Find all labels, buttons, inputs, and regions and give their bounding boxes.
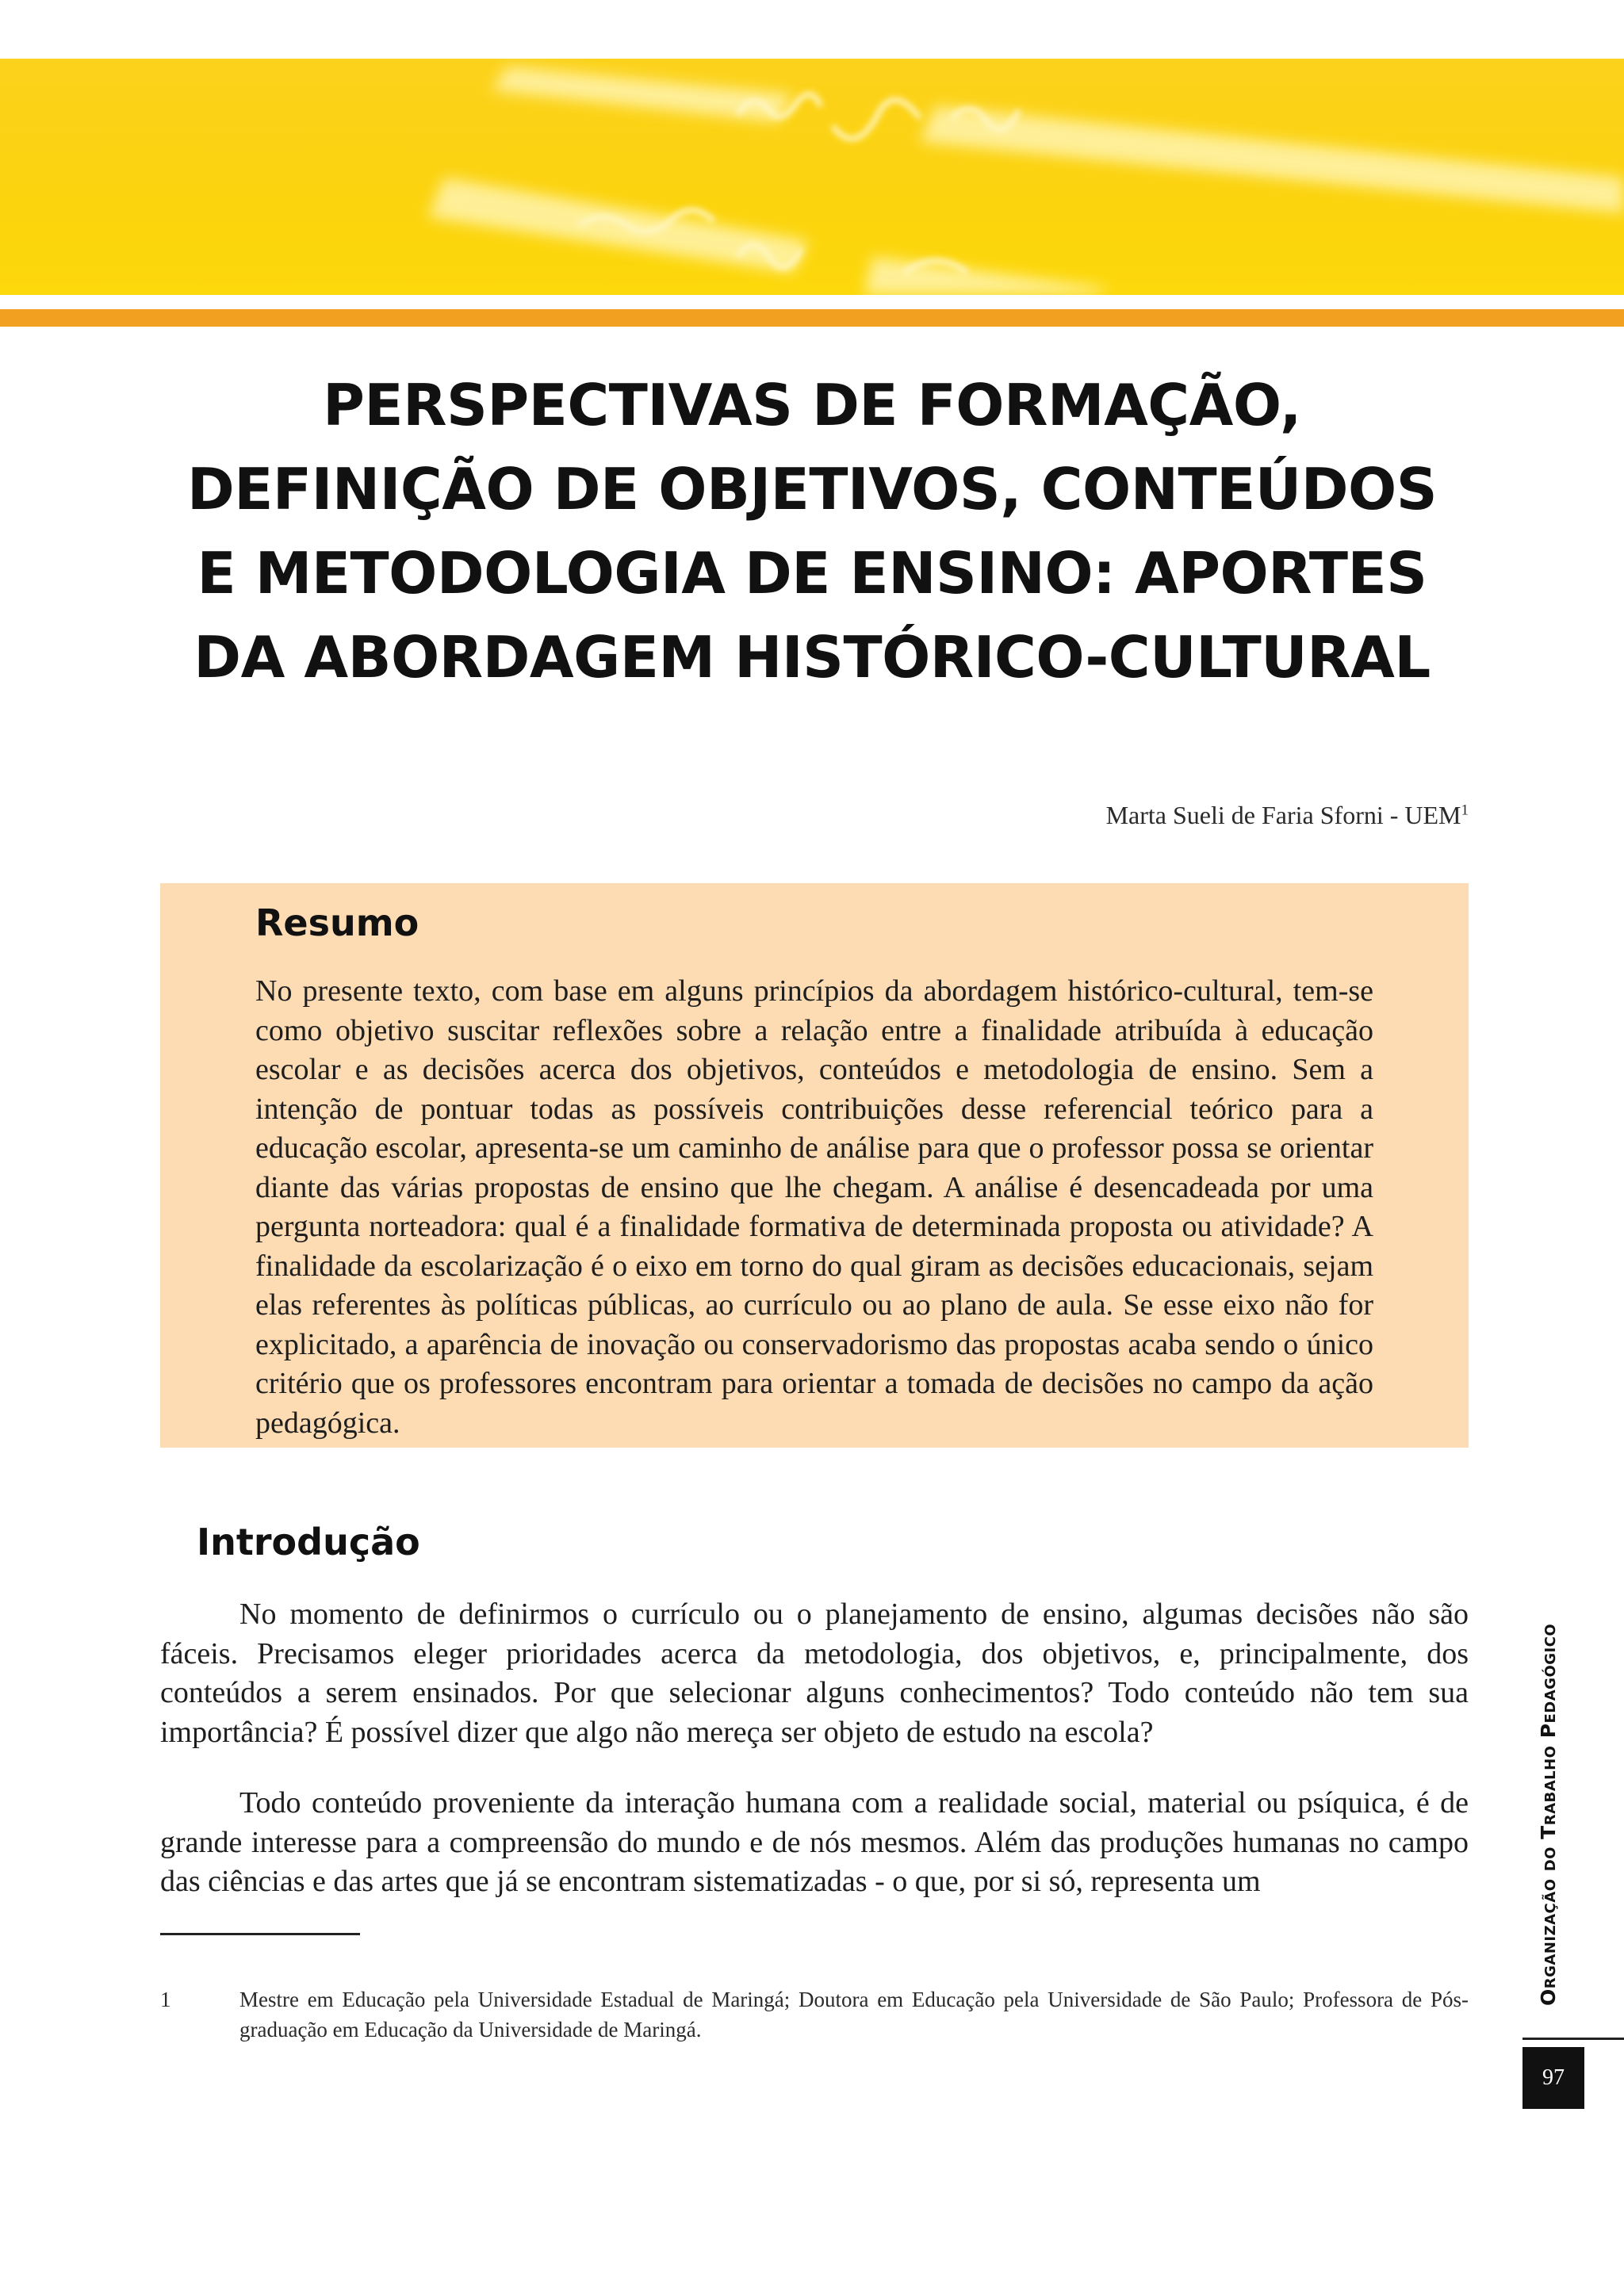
page-number-divider bbox=[1522, 2038, 1624, 2040]
footnote-reference: 1 bbox=[1461, 802, 1469, 819]
page-title bbox=[119, 363, 1505, 699]
title-line: PERSPECTIVAS DE FORMAÇÃO, bbox=[323, 372, 1301, 438]
banner-texture bbox=[0, 59, 1624, 295]
abstract-heading: Resumo bbox=[255, 901, 419, 944]
introduction-heading: Introdução bbox=[197, 1521, 420, 1563]
running-section-label: Organização do Trabalho Pedagógico bbox=[1537, 1623, 1560, 2006]
title-line: E METODOLOGIA DE ENSINO: APORTES bbox=[197, 540, 1427, 607]
title-line: DA ABORDAGEM HISTÓRICO-CULTURAL bbox=[193, 624, 1431, 691]
abstract-box bbox=[160, 883, 1469, 1448]
footnote-text: Mestre em Educação pela Universidade Estadual de Maringá; Doutora em Educação pela Universidade de São Paulo; Professora de Pós-graduação em Educação da Universidade de Maringá. bbox=[239, 1988, 1469, 2042]
body-paragraph: No momento de definirmos o currículo ou o planejamento de ensino, algumas decisões não são fáceis. Precisamos eleger prioridades acerca da metodologia, dos objetivos, e, principalmente, dos conteúdos a serem ensinados. Por que selecionar alguns conhecimentos? Todo conteúdo não tem sua importância? É possível dizer que algo não mereça ser objeto de estudo na escola? bbox=[160, 1598, 1469, 1749]
author-byline bbox=[1106, 801, 1469, 830]
title-line: DEFINIÇÃO DE OBJETIVOS, CONTEÚDOS bbox=[186, 456, 1438, 522]
author-name: Marta Sueli de Faria Sforni - UEM bbox=[1105, 801, 1461, 829]
abstract-text: No presente texto, com base em alguns princípios da abordagem histórico-cultural, tem-se como objetivo suscitar reflexões sobre a relação entre a finalidade atribuída à educação escolar e as decisões acerca dos objetivos, conteúdos e metodologia de ensino. Sem a intenção de pontuar todas as possíveis contribuições desse referencial teórico para a educação escolar, apresenta-se um caminho de análise para que o professor possa se orientar diante das várias propostas de ensino que lhe chegam. A análise é desencadeada por uma pergunta norteadora: qual é a finalidade formativa de determinada proposta ou atividade? A finalidade da escolarização é o eixo em torno do qual giram as decisões educacionais, sejam elas referentes às políticas públicas, ao currículo ou ao plano de aula. Se esse eixo não for explicitado, a aparência de inovação ou conservadorismo das propostas acaba sendo o único critério que os professores encontram para orientar a tomada de decisões no campo da ação pedagógica. bbox=[255, 974, 1373, 1440]
footnote-number: 1 bbox=[160, 1988, 171, 2011]
header-banner bbox=[0, 59, 1624, 295]
accent-bar bbox=[0, 309, 1624, 327]
page-number: 97 bbox=[1522, 2047, 1584, 2109]
footnote bbox=[160, 1984, 1469, 2045]
footnote-divider bbox=[160, 1933, 360, 1935]
body-paragraph: Todo conteúdo proveniente da interação humana com a realidade social, material ou psíquica, é de grande interesse para a compreensão do mundo e de nós mesmos. Além das produções humanas no campo das ciências e das artes que já se encontram sistematizadas - o que, por si só, representa um bbox=[160, 1786, 1469, 1898]
